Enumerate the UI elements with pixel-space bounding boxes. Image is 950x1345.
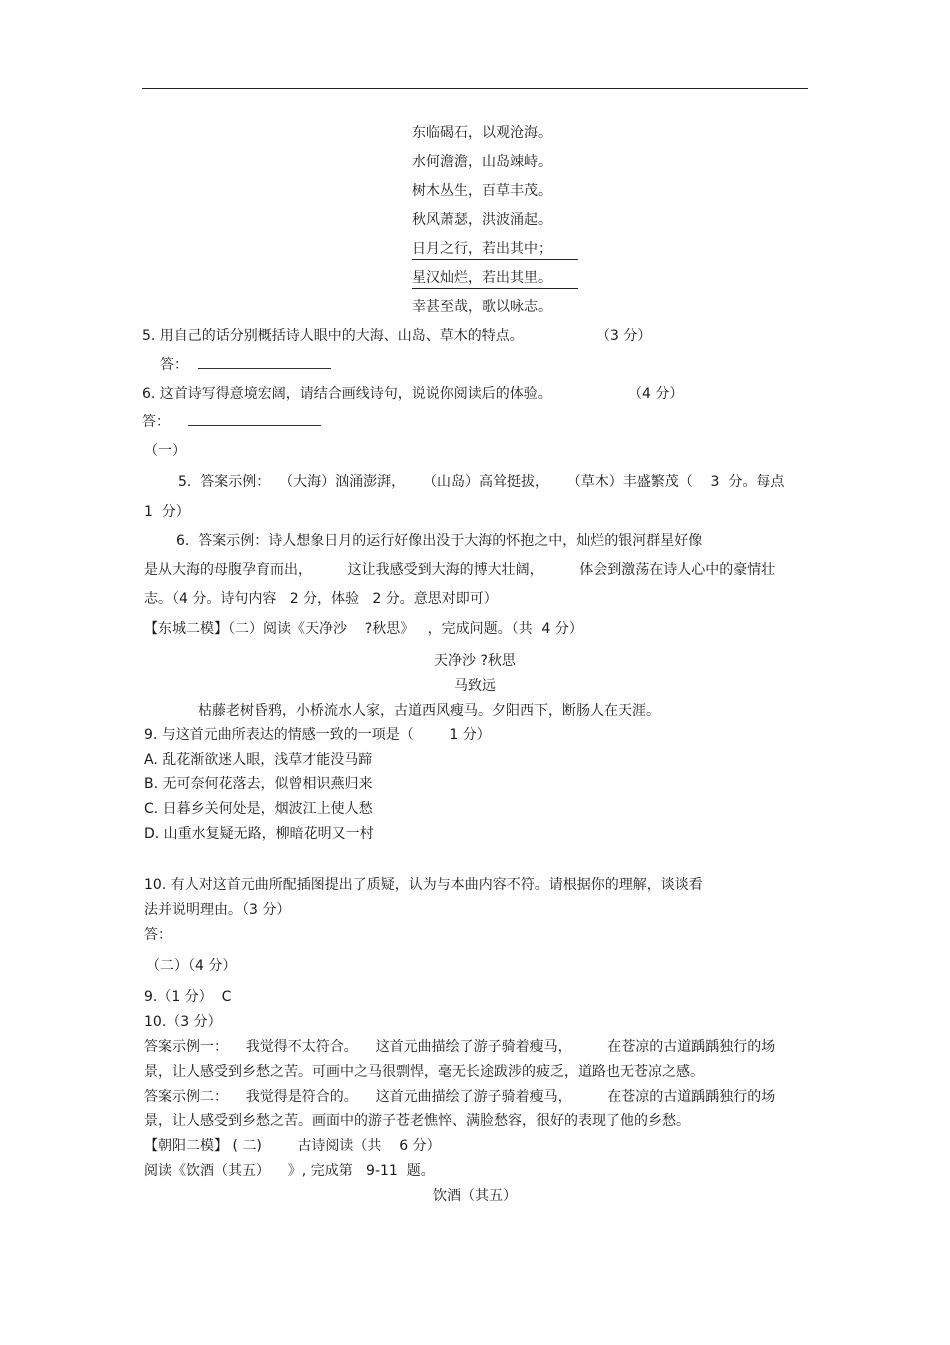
poem-line-1: 东临碣石，以观沧海。: [412, 125, 552, 141]
question-10-line-1: 10. 有人对这首元曲所配插图提出了质疑，认为与本曲内容不符。请根据你的理解，谈谈看: [144, 877, 703, 893]
example-2-line-1: 答案示例二： 我觉得是符合的。 这首元曲描绘了游子骑着瘦马， 在苍凉的古道踽踽独行的场: [144, 1089, 776, 1105]
question-5-score: （3 分）: [596, 328, 652, 344]
question-5-answer: [160, 358, 331, 372]
chaoyang-instruction: 阅读《饮酒（其五） 》, 完成第 9-11 题。: [144, 1163, 435, 1179]
option-a: A. 乱花渐欲迷人眼，浅草才能没马蹄: [144, 752, 373, 768]
example-1-line-2: 景，让人感受到乡愁之苦。可画中之马很剽悍，毫无长途跋涉的疲乏，道路也无苍凉之感。: [144, 1064, 704, 1080]
answer-9: 9.（1 分） C: [144, 989, 232, 1005]
answers-section-1: （一）: [144, 443, 186, 459]
answer-blank[interactable]: [188, 415, 321, 426]
answer-label: 答：: [160, 357, 188, 373]
question-6: 6. 这首诗写得意境宏阔，请结合画线诗句，说说你阅读后的体验。: [142, 386, 552, 402]
poem-author: 马致远: [454, 678, 496, 694]
chaoyang-header: 【朝阳二模】 ( 二) 古诗阅读（共 6 分）: [144, 1138, 441, 1154]
poem-title: 天净沙 ?秋思: [434, 653, 516, 669]
answer-6-line-3: 志。（4 分。诗句内容 2 分，体验 2 分。意思对即可）: [144, 591, 498, 607]
poem-verse: 枯藤老树昏鸦，小桥流水人家，古道西风瘦马。夕阳西下，断肠人在天涯。: [198, 703, 660, 719]
answer-label: 答：: [142, 414, 170, 430]
poem-line-5-underlined: 日月之行，若出其中；: [412, 242, 578, 260]
answer-5-line-1: 5. 答案示例： （大海）汹涌澎湃， （山岛）高耸挺拔， （草木）丰盛繁茂（ 3 分。每点: [178, 474, 785, 490]
answer-10: 10.（3 分）: [144, 1014, 222, 1030]
chaoyang-poem-title: 饮酒（其五）: [433, 1188, 517, 1204]
question-6-score: （4 分）: [628, 386, 684, 402]
answer-6-line-1: 6. 答案示例：诗人想象日月的运行好像出没于大海的怀抱之中，灿烂的银河群星好像: [176, 533, 703, 549]
poem-line-2: 水何澹澹，山岛竦峙。: [412, 154, 552, 170]
question-10-answer-label: 答：: [144, 927, 172, 943]
question-5: 5. 用自己的话分别概括诗人眼中的大海、山岛、草木的特点。: [142, 328, 524, 344]
answer-blank[interactable]: [198, 358, 331, 369]
poem-line-7: 幸甚至哉，歌以咏志。: [412, 299, 552, 315]
option-d: D. 山重水复疑无路，柳暗花明又一村: [144, 826, 374, 842]
question-6-answer: [142, 415, 321, 429]
poem-line-3: 树木丛生，百草丰茂。: [412, 183, 552, 199]
option-c: C. 日暮乡关何处是，烟波江上使人愁: [144, 801, 373, 817]
answers-section-2: （二）（4 分）: [146, 958, 237, 974]
example-1-line-1: 答案示例一： 我觉得不太符合。 这首元曲描绘了游子骑着瘦马， 在苍凉的古道踽踽独行的场: [144, 1039, 776, 1055]
header-rule: [142, 88, 808, 89]
answer-5-line-2: 1 分）: [144, 504, 190, 520]
example-2-line-2: 景，让人感受到乡愁之苦。画面中的游子苍老憔悴、满脸愁容，很好的表现了他的乡愁。: [144, 1113, 690, 1129]
question-10-line-2: 法并说明理由。（3 分）: [144, 902, 291, 918]
question-9: 9. 与这首元曲所表达的情感一致的一项是（ 1 分）: [144, 727, 491, 743]
dongcheng-header: 【东城二模】（二）阅读《天净沙 ?秋思》 ，完成问题。（共 4 分）: [144, 621, 583, 637]
poem-line-4: 秋风萧瑟，洪波涌起。: [412, 212, 552, 228]
answer-6-line-2: 是从大海的母腹孕育而出， 这让我感受到大海的博大壮阔， 体会到激荡在诗人心中的豪情壮: [144, 562, 776, 578]
poem-line-6-underlined: 星汉灿烂，若出其里。: [412, 271, 578, 289]
option-b: B. 无可奈何花落去，似曾相识燕归来: [144, 776, 373, 792]
